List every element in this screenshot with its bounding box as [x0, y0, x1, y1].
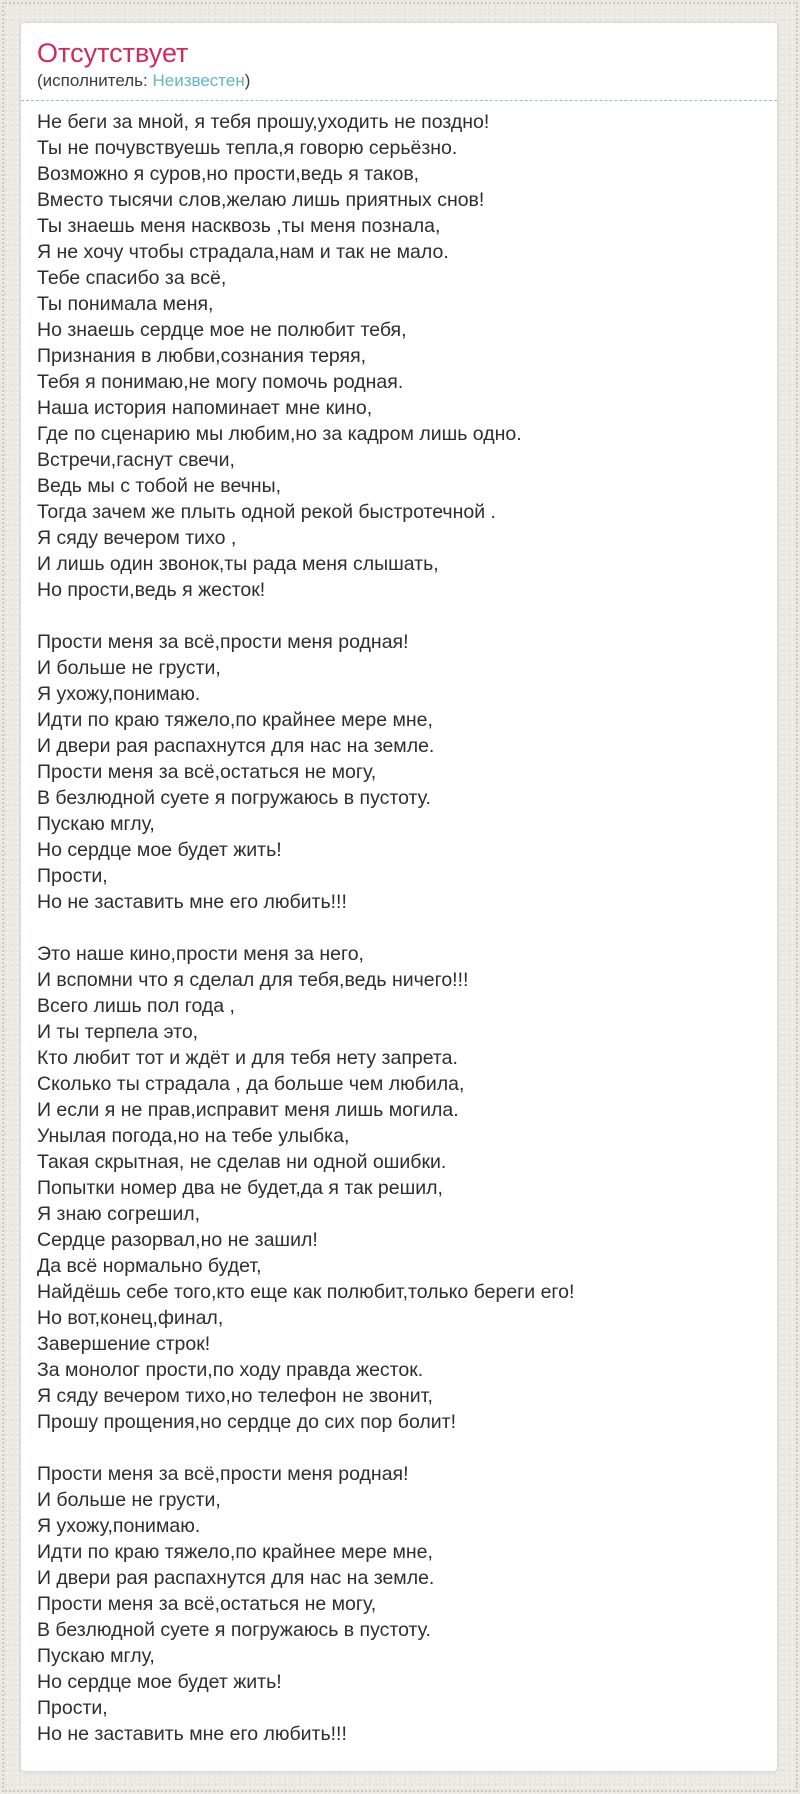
lyric-line: Прости меня за всё,прости меня родная!: [37, 631, 409, 653]
lyric-line: Такая скрытная, не сделав ни одной ошибки.: [37, 1151, 447, 1173]
lyric-line: Признания в любви,сознания теряя,: [37, 345, 367, 367]
lyric-line: Но сердце мое будет жить!: [37, 839, 282, 861]
artist-link[interactable]: Неизвестен: [152, 71, 245, 90]
lyrics-card: [20, 22, 778, 1772]
lyric-line: И больше не грусти,: [37, 657, 221, 679]
lyric-line: Да всё нормально будет,: [37, 1255, 262, 1277]
lyric-line: Прости,: [37, 865, 108, 887]
lyric-line: Прости меня за всё,прости меня родная!: [37, 1463, 409, 1485]
lyric-line: Идти по краю тяжело,по крайнее мере мне,: [37, 1541, 433, 1563]
lyric-line: Ведь мы с тобой не вечны,: [37, 475, 281, 497]
lyric-line: И двери рая распахнутся для нас на земле.: [37, 1567, 435, 1589]
lyric-line: Я ухожу,понимаю.: [37, 683, 201, 705]
stanza-gap: [37, 1435, 757, 1461]
lyric-line: Тогда зачем же плыть одной рекой быстротечной .: [37, 501, 496, 523]
lyric-line: Но вот,конец,финал,: [37, 1307, 224, 1329]
lyric-line: Я не хочу чтобы страдала,нам и так не мало.: [37, 241, 449, 263]
lyric-line: Прости меня за всё,остаться не могу,: [37, 761, 377, 783]
lyric-line: И лишь один звонок,ты рада меня слышать,: [37, 553, 439, 575]
lyrics-text: [21, 101, 777, 1747]
lyric-line: Идти по краю тяжело,по крайнее мере мне,: [37, 709, 433, 731]
lyric-line: Я сяду вечером тихо ,: [37, 527, 237, 549]
lyric-line: Ты понимала меня,: [37, 293, 214, 315]
lyric-line: Всего лишь пол года ,: [37, 995, 235, 1017]
lyric-line: И больше не грусти,: [37, 1489, 221, 1511]
lyric-line: Наша история напоминает мне кино,: [37, 397, 373, 419]
lyric-line: Ты не почувствуешь тепла,я говорю серьёзно.: [37, 137, 458, 159]
lyric-line: И если я не прав,исправит меня лишь могила.: [37, 1099, 459, 1121]
lyric-line: Но сердце мое будет жить!: [37, 1671, 282, 1693]
lyric-line: Прости меня за всё,остаться не могу,: [37, 1593, 377, 1615]
lyric-line: Тебе спасибо за всё,: [37, 267, 227, 289]
lyric-line: Но знаешь сердце мое не полюбит тебя,: [37, 319, 407, 341]
lyric-line: Я ухожу,понимаю.: [37, 1515, 201, 1537]
lyric-line: Встречи,гаснут свечи,: [37, 449, 235, 471]
lyric-line: Попытки номер два не будет,да я так решил,: [37, 1177, 443, 1199]
lyric-line: В безлюдной суете я погружаюсь в пустоту.: [37, 787, 431, 809]
artist-label-suffix: ): [244, 71, 251, 90]
lyric-line: Но прости,ведь я жесток!: [37, 579, 266, 601]
lyric-line: Возможно я суров,но прости,ведь я таков,: [37, 163, 420, 185]
lyric-line: Завершение строк!: [37, 1333, 211, 1355]
lyric-line: Сердце разорвал,но не зашил!: [37, 1229, 318, 1251]
lyric-line: Кто любит тот и ждёт и для тебя нету запрета.: [37, 1047, 458, 1069]
lyric-line: Это наше кино,прости меня за него,: [37, 943, 364, 965]
stanza-gap: [37, 603, 757, 629]
stanza-gap: [37, 915, 757, 941]
lyric-line: И вспомни что я сделал для тебя,ведь ничего!!!: [37, 969, 469, 991]
lyric-line: Прошу прощения,но сердце до сих пор болит!: [37, 1411, 457, 1433]
lyric-line: И двери рая распахнутся для нас на земле.: [37, 735, 435, 757]
lyric-line: Тебя я понимаю,не могу помочь родная.: [37, 371, 404, 393]
lyric-line: Но не заставить мне его любить!!!: [37, 891, 347, 913]
lyric-line: Не беги за мной, я тебя прошу,уходить не поздно!: [37, 111, 490, 133]
lyric-line: Пускаю мглу,: [37, 813, 155, 835]
lyric-line: Найдёшь себе того,кто еще как полюбит,только береги его!: [37, 1281, 575, 1303]
lyric-line: Прости,: [37, 1697, 108, 1719]
lyric-line: Ты знаешь меня насквозь ,ты меня познала,: [37, 215, 441, 237]
lyric-line: Я знаю согрешил,: [37, 1203, 201, 1225]
lyric-line: Унылая погода,но на тебе улыбка,: [37, 1125, 350, 1147]
lyric-line: Сколько ты страдала , да больше чем любила,: [37, 1073, 465, 1095]
artist-label-prefix: (исполнитель:: [37, 71, 153, 90]
lyric-line: В безлюдной суете я погружаюсь в пустоту.: [37, 1619, 431, 1641]
song-title: Отсутствует: [37, 38, 189, 68]
lyric-line: И ты терпела это,: [37, 1021, 199, 1043]
lyric-line: Пускаю мглу,: [37, 1645, 155, 1667]
lyric-line: Вместо тысячи слов,желаю лишь приятных снов!: [37, 189, 485, 211]
artist-line: [37, 71, 757, 91]
lyric-line: Я сяду вечером тихо,но телефон не звонит,: [37, 1385, 433, 1407]
lyric-line: Но не заставить мне его любить!!!: [37, 1723, 347, 1745]
card-header: [21, 23, 777, 101]
lyric-line: Где по сценарию мы любим,но за кадром лишь одно.: [37, 423, 522, 445]
lyric-line: За монолог прости,по ходу правда жесток.: [37, 1359, 424, 1381]
